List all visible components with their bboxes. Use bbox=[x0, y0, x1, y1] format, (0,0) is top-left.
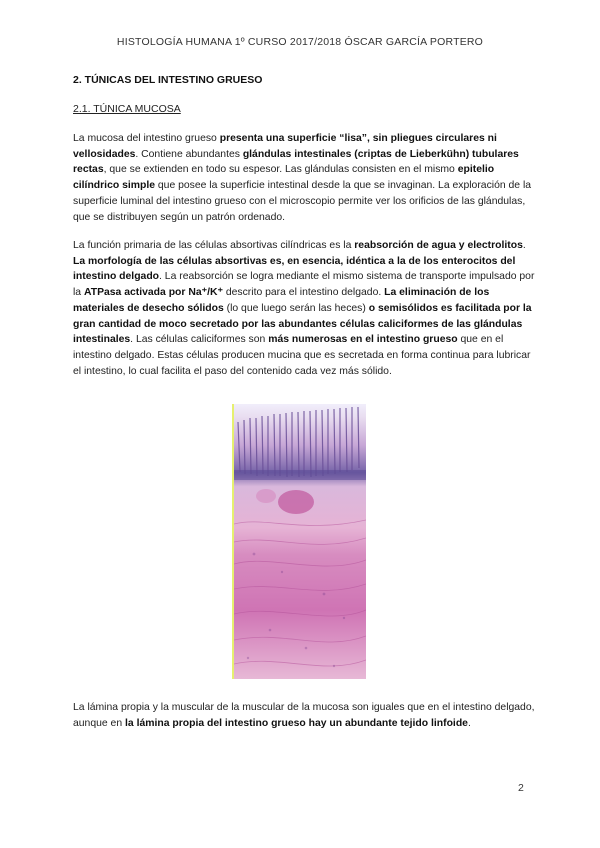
paragraph-mucosa-surface: La mucosa del intestino grueso presenta una superficie “lisa”, sin pliegues circulares ni vellosidades. Contiene abundantes glándulas intestinales (criptas de Lieberkühn) tubulares rectas, que se extienden en todo su espesor. Las glándulas consisten en el mismo epitelio cilíndrico simple que posee la superficie intestinal desde la que se invaginan. La exploración de la superficie luminal del intestino grueso con el microscopio permite ver los orificios de las glándulas, que se distribuyen según un patrón ordenado. bbox=[73, 133, 532, 223]
histology-micrograph bbox=[232, 404, 366, 679]
paragraph-absorptive-cells: La función primaria de las células absortivas cilíndricas es la reabsorción de agua y electrolitos. La morfología de las células absortivas es, en esencia, idéntica a la de los enterocitos del intestino delgado. La reabsorción se logra mediante el mismo sistema de transporte impulsado por la ATPasa activada por Na⁺/K⁺ descrito para el intestino delgado. La eliminación de los materiales de desecho sólidos (lo que luego serán las heces) o semisólidos es facilitada por la gran cantidad de moco secretado por las abundantes células caliciformes de las glándulas intestinales. Las células caliciformes son más numerosas en el intestino grueso que en el intestino delgado. Estas células producen mucina que es secretada en forma continua para lubricar el intestino, lo cual facilita el paso del contenido cada vez más sólido. bbox=[73, 240, 535, 377]
subsection-title: 2.1. TÚNICA MUCOSA bbox=[73, 103, 181, 115]
running-header: HISTOLOGÍA HUMANA 1º CURSO 2017/2018 ÓSCAR GARCÍA PORTERO bbox=[116, 36, 484, 48]
section-title: 2. TÚNICAS DEL INTESTINO GRUESO bbox=[73, 74, 263, 86]
page-number: 2 bbox=[518, 782, 524, 794]
paragraph-lamina-propria: La lámina propia y la muscular de la muscular de la mucosa son iguales que en el intestino delgado, aunque en la lámina propia del intestino grueso hay un abundante tejido linfoide. bbox=[73, 702, 535, 729]
